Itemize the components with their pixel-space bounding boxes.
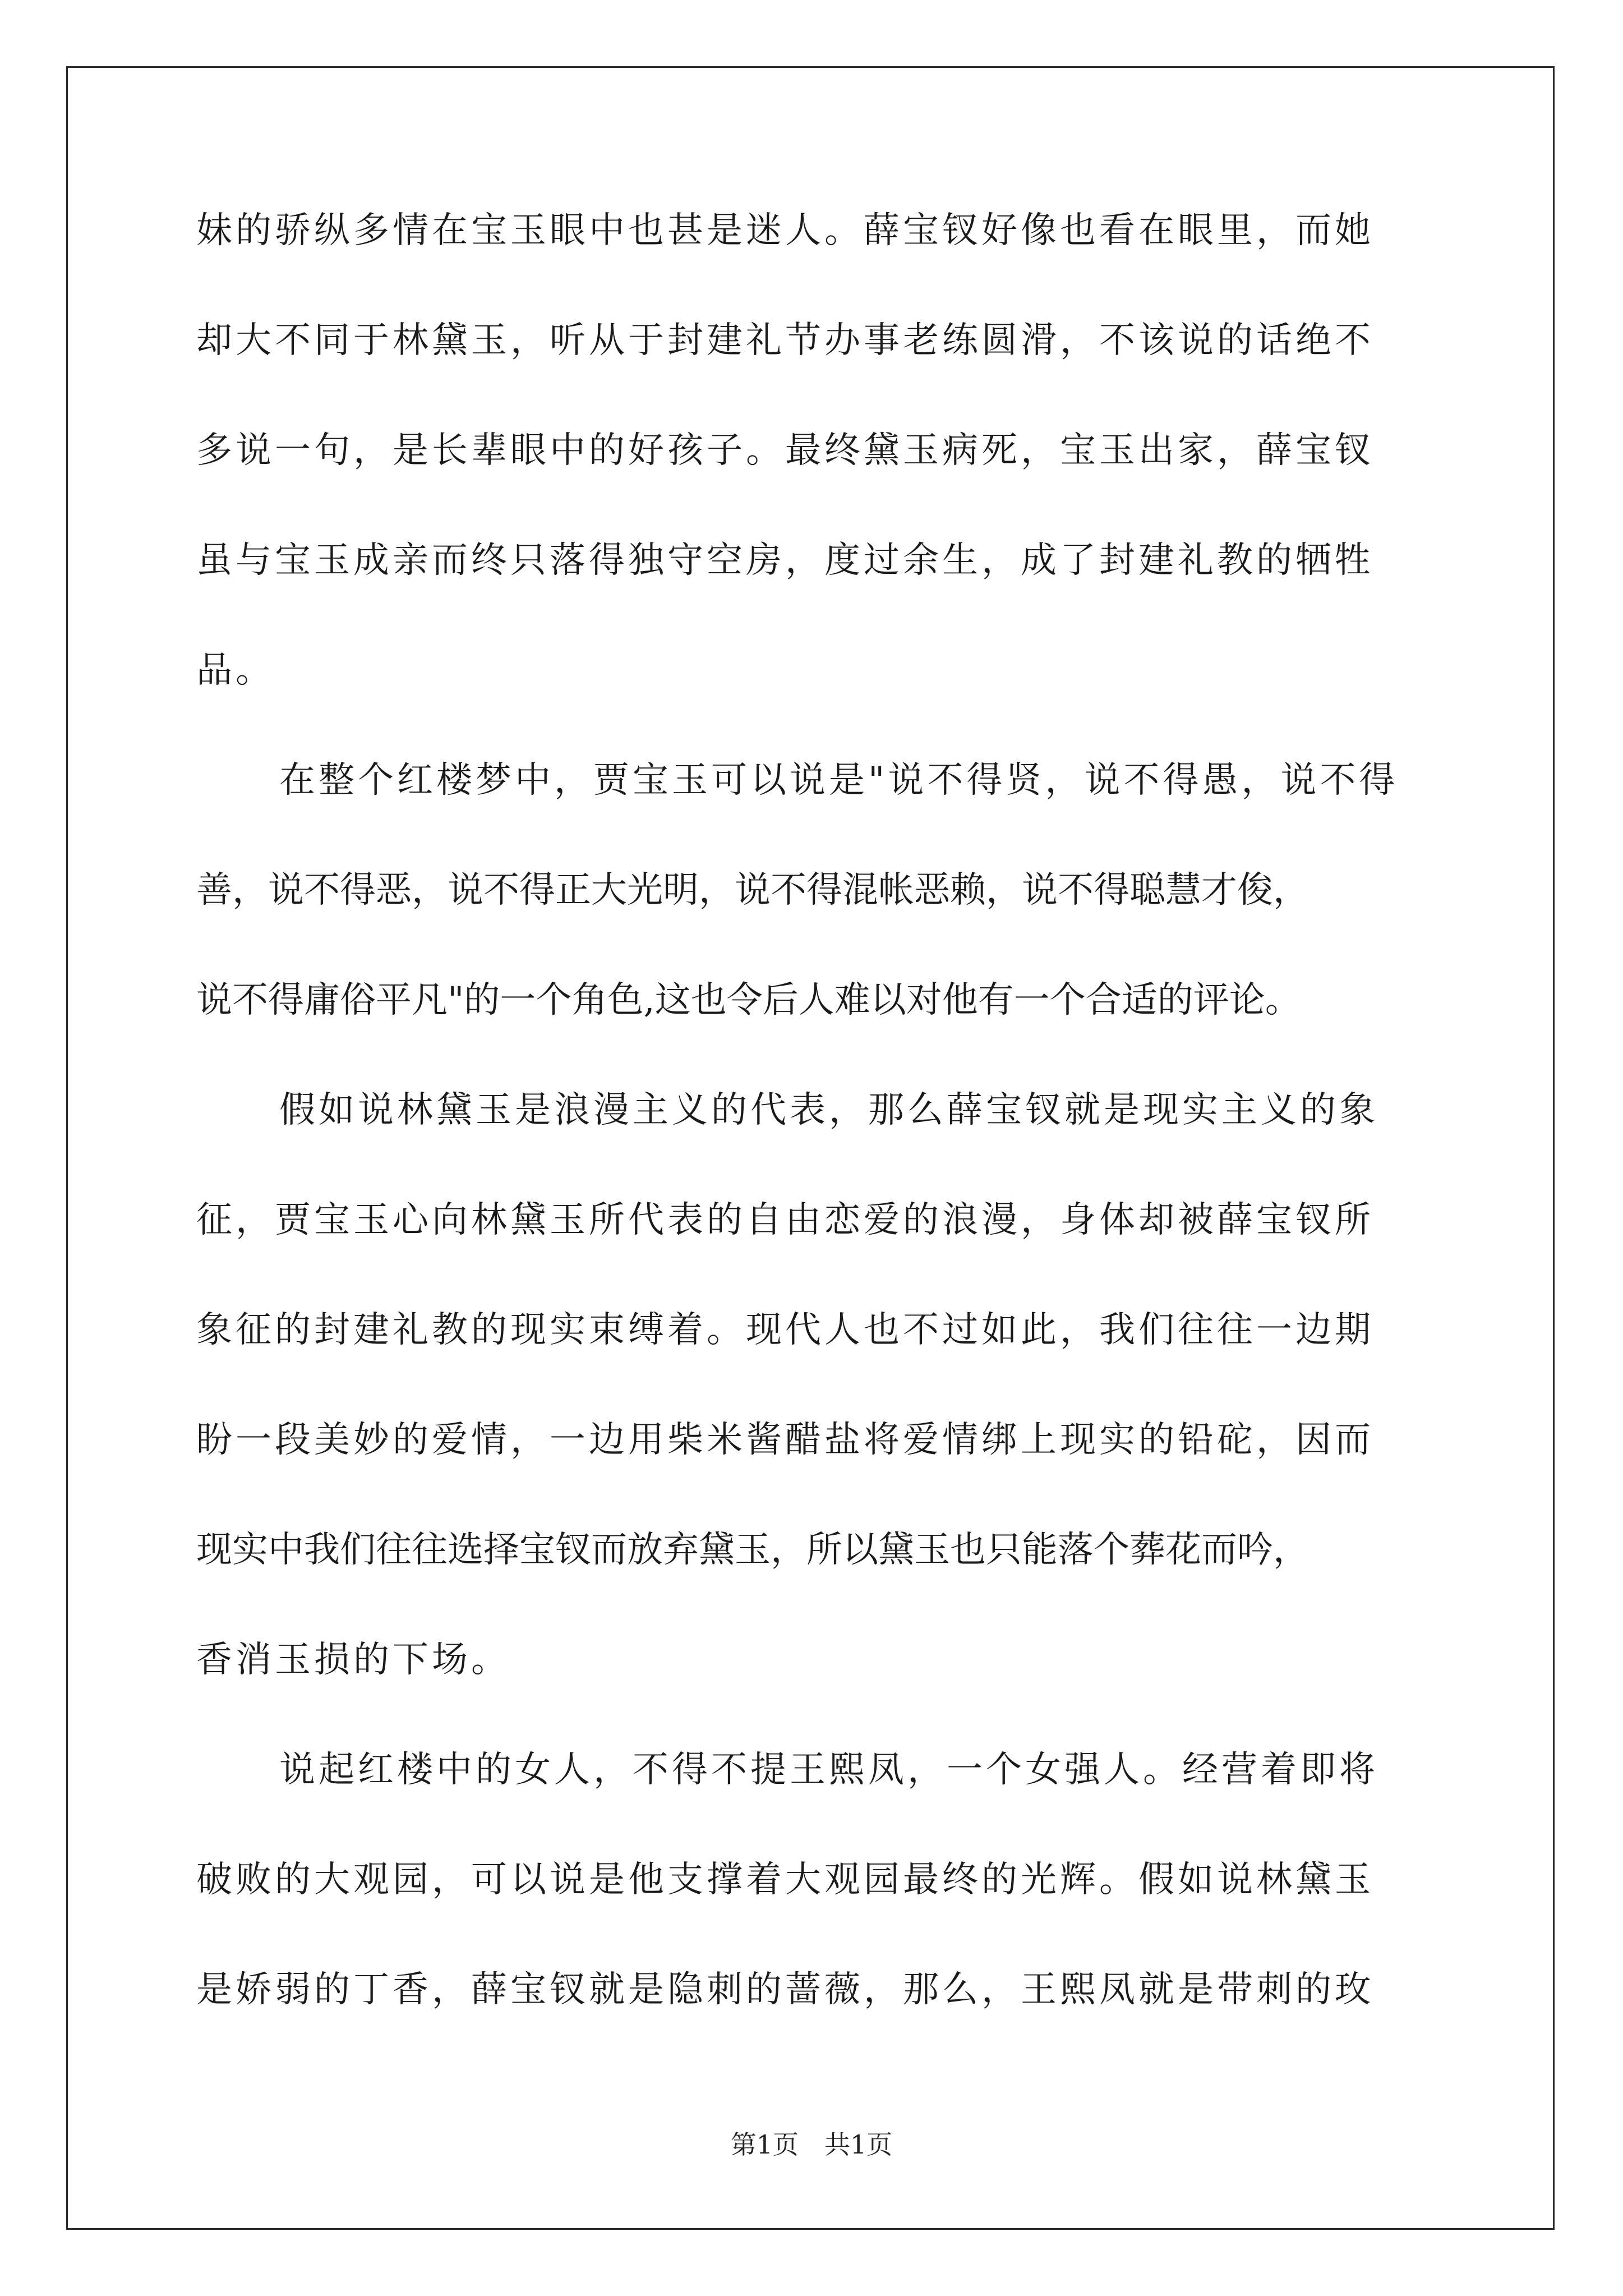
text-line: 说不得庸俗平凡"的一个角色,这也令后人难以对他有一个合适的评论。 bbox=[196, 979, 1301, 1021]
text-line: 征，贾宝玉心向林黛玉所代表的自由恋爱的浪漫，身体却被薛宝钗所 bbox=[196, 1199, 1374, 1241]
text-line: 虽与宝玉成亲而终只落得独守空房，度过余生，成了封建礼教的牺牲 bbox=[196, 540, 1374, 581]
text-line: 多说一句，是长辈眼中的好孩子。最终黛玉病死，宝玉出家，薛宝钗 bbox=[196, 430, 1374, 471]
paragraph-first-line: 假如说林黛玉是浪漫主义的代表，那么薛宝钗就是现实主义的象 bbox=[279, 1089, 1378, 1131]
text-line: 是娇弱的丁香，薛宝钗就是隐刺的蔷薇，那么，王熙凤就是带刺的玫 bbox=[196, 1969, 1374, 2010]
text-line: 却大不同于林黛玉，听从于封建礼节办事老练圆滑，不该说的话绝不 bbox=[196, 320, 1374, 361]
page-footer: 第1页 共1页 bbox=[730, 2129, 893, 2160]
text-line: 香消玉损的下场。 bbox=[196, 1639, 510, 1681]
text-line: 破败的大观园，可以说是他支撑着大观园最终的光辉。假如说林黛玉 bbox=[196, 1859, 1374, 1901]
paragraph-first-line: 在整个红楼梦中，贾宝玉可以说是"说不得贤，说不得愚，说不得 bbox=[279, 760, 1399, 801]
paragraph-first-line: 说起红楼中的女人，不得不提王熙凤，一个女强人。经营着即将 bbox=[279, 1749, 1378, 1791]
text-line: 象征的封建礼教的现实束缚着。现代人也不过如此，我们往往一边期 bbox=[196, 1309, 1374, 1351]
text-line: 现实中我们往往选择宝钗而放弃黛玉，所以黛玉也只能落个葬花而吟， bbox=[196, 1529, 1309, 1571]
text-line: 善，说不得恶，说不得正大光明，说不得混帐恶赖，说不得聪慧才俊， bbox=[196, 869, 1309, 911]
text-line: 盼一段美妙的爱情，一边用柴米酱醋盐将爱情绑上现实的铅砣，因而 bbox=[196, 1419, 1374, 1461]
document-body bbox=[196, 208, 1436, 2077]
text-line: 品。 bbox=[196, 650, 275, 691]
text-line: 妹的骄纵多情在宝玉眼中也甚是迷人。薛宝钗好像也看在眼里，而她 bbox=[196, 210, 1374, 251]
